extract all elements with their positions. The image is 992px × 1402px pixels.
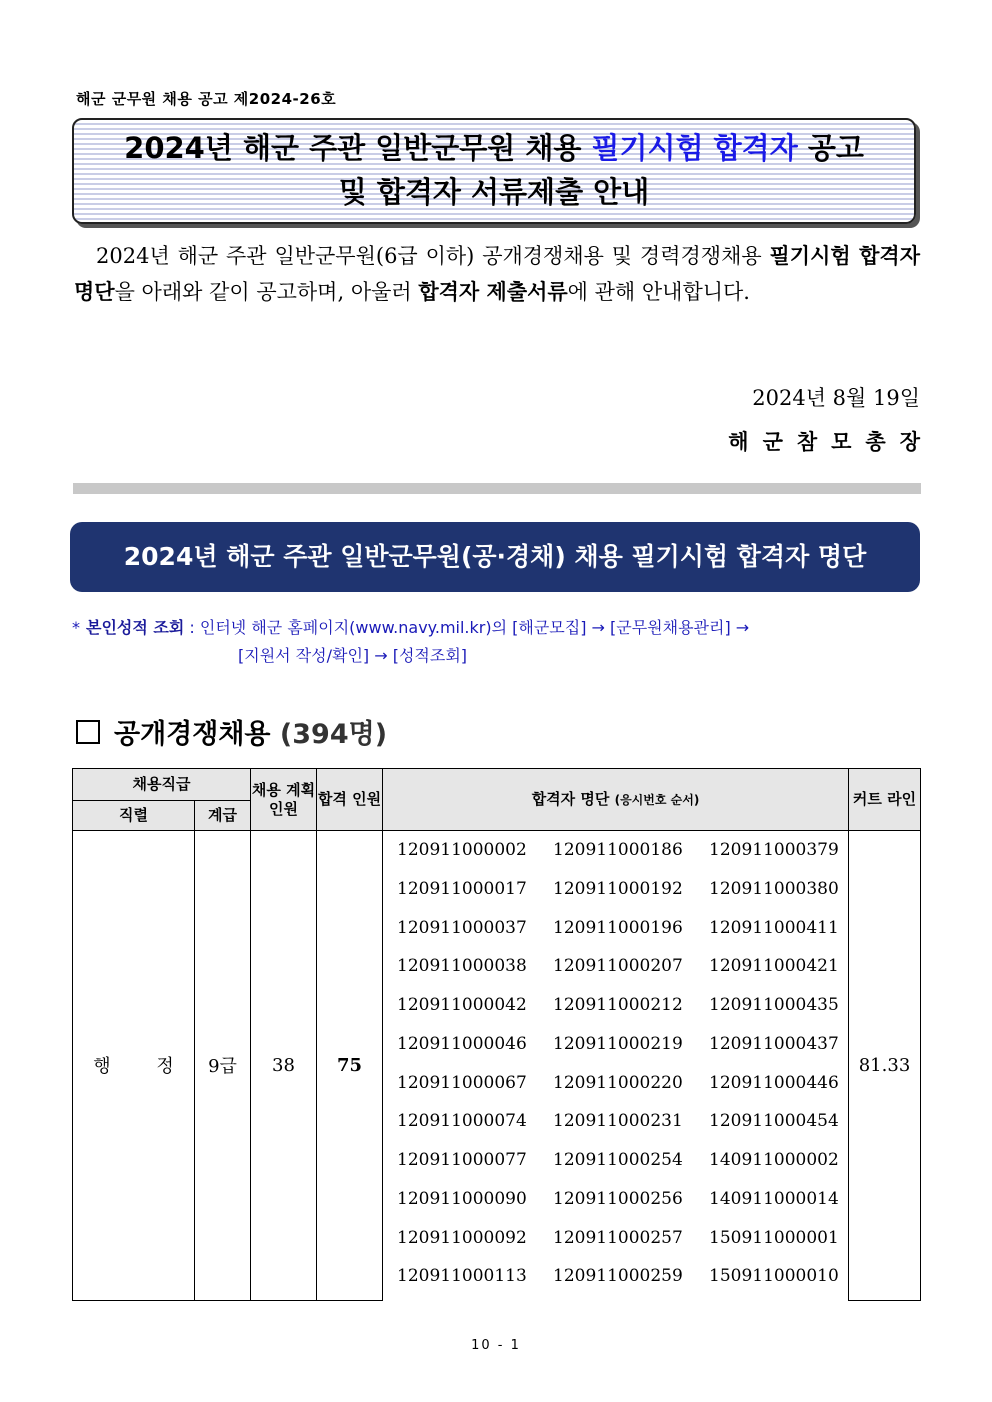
passer-id: 120911000437: [709, 1033, 839, 1054]
header-planned: 채용 계획 인원: [251, 769, 317, 831]
intro-bold-documents: 합격자 제출서류: [418, 280, 568, 304]
header-series: 직렬: [73, 801, 195, 831]
passer-id: 120911000257: [553, 1227, 683, 1248]
checkbox-square-icon: [76, 720, 100, 744]
passer-id: 120911000411: [709, 917, 839, 938]
title-highlight: 필기시험 합격자: [591, 131, 798, 165]
cell-grade: 9급: [195, 831, 251, 1301]
passer-id: 120911000067: [397, 1072, 527, 1093]
header-position: 채용직급: [73, 769, 251, 801]
passer-id: 120911000379: [709, 840, 839, 860]
lookup-label: 본인성적 조회: [86, 618, 185, 637]
results-table: [72, 768, 921, 1301]
passer-id: 120911000212: [553, 995, 683, 1015]
passer-id: 120911000231: [553, 1111, 683, 1132]
intro-paragraph: 2024년 해군 주관 일반군무원(6급 이하) 공개경쟁채용 및 경력경쟁채용 필기시험 합격자 명단을 아래와 같이 공고하며, 아울러 합격자 제출서류에 관해 안내합니다.: [74, 244, 920, 304]
passer-id: 120911000077: [397, 1150, 527, 1170]
notice-date: 2024년 8월 19일: [752, 386, 920, 410]
page-number: 10 - 1: [471, 1338, 521, 1353]
cell-cutline: 81.33: [849, 831, 921, 1301]
header-passed: 합격 인원: [317, 769, 383, 831]
passer-id: 140911000014: [709, 1188, 839, 1209]
passer-id: 120911000254: [553, 1150, 683, 1170]
passer-id: 120911000038: [397, 956, 527, 977]
intro-bold-passers: 필기시험 합격자 명단: [74, 244, 920, 304]
passer-id: 120911000186: [553, 840, 683, 860]
cell-series: 행 정: [73, 831, 195, 1301]
header-list: 합격자 명단 (응시번호 순서): [383, 769, 849, 831]
section-heading: 공개경쟁채용 (394명): [76, 712, 387, 751]
page-title-line1: 2024년 해군 주관 일반군무원 채용 필기시험 합격자 공고: [124, 131, 864, 165]
passer-id: 120911000207: [553, 956, 683, 977]
section-count: (394명): [279, 719, 388, 750]
passer-id: 120911000446: [709, 1072, 839, 1093]
passer-id: 120911000037: [397, 917, 527, 938]
passer-id: 120911000219: [553, 1033, 683, 1054]
passer-id: 120911000113: [397, 1266, 527, 1287]
title-box: [72, 118, 916, 224]
header-cutline: 커트 라인: [849, 769, 921, 831]
passer-id: 120911000256: [553, 1188, 683, 1209]
cell-passed: 75: [317, 831, 383, 1301]
passer-id: 120911000259: [553, 1266, 683, 1287]
passer-id: 120911000042: [397, 995, 527, 1015]
passer-id: 120911000046: [397, 1033, 527, 1054]
passer-id: 120911000380: [709, 878, 839, 899]
issuer: 해군참모총장: [728, 430, 934, 454]
asterisk: *: [72, 618, 80, 637]
notice-number: 해군 군무원 채용 공고 제2024-26호: [76, 90, 337, 108]
passer-id: 150911000010: [709, 1266, 839, 1287]
passer-id: 140911000002: [709, 1150, 839, 1170]
page-title-line2: 및 합격자 서류제출 안내: [338, 175, 650, 209]
passer-id: 120911000435: [709, 995, 839, 1015]
passer-id: 120911000092: [397, 1227, 527, 1248]
passer-id: 120911000196: [553, 917, 683, 938]
passer-id: 120911000002: [397, 840, 527, 860]
passer-id: 150911000001: [709, 1227, 839, 1248]
passer-id: 120911000192: [553, 878, 683, 899]
passer-id: 120911000074: [397, 1111, 527, 1132]
header-grade: 계급: [195, 801, 251, 831]
cell-planned: 38: [251, 831, 317, 1301]
cell-passer-ids: [383, 831, 849, 1301]
list-title-banner: 2024년 해군 주관 일반군무원(공·경채) 채용 필기시험 합격자 명단: [70, 522, 920, 592]
passer-id: 120911000017: [397, 878, 527, 899]
passer-id: 120911000454: [709, 1111, 839, 1132]
passer-id: 120911000090: [397, 1188, 527, 1209]
divider: [73, 483, 921, 494]
passer-id: 120911000220: [553, 1072, 683, 1093]
passer-id: 120911000421: [709, 956, 839, 977]
score-lookup-note: * 본인성적 조회 : 인터넷 해군 홈페이지(www.navy.mil.kr)의 [해군모집] → [군무원채용관리] → [지원서 작성/확인] → [성적조회]: [72, 614, 922, 670]
